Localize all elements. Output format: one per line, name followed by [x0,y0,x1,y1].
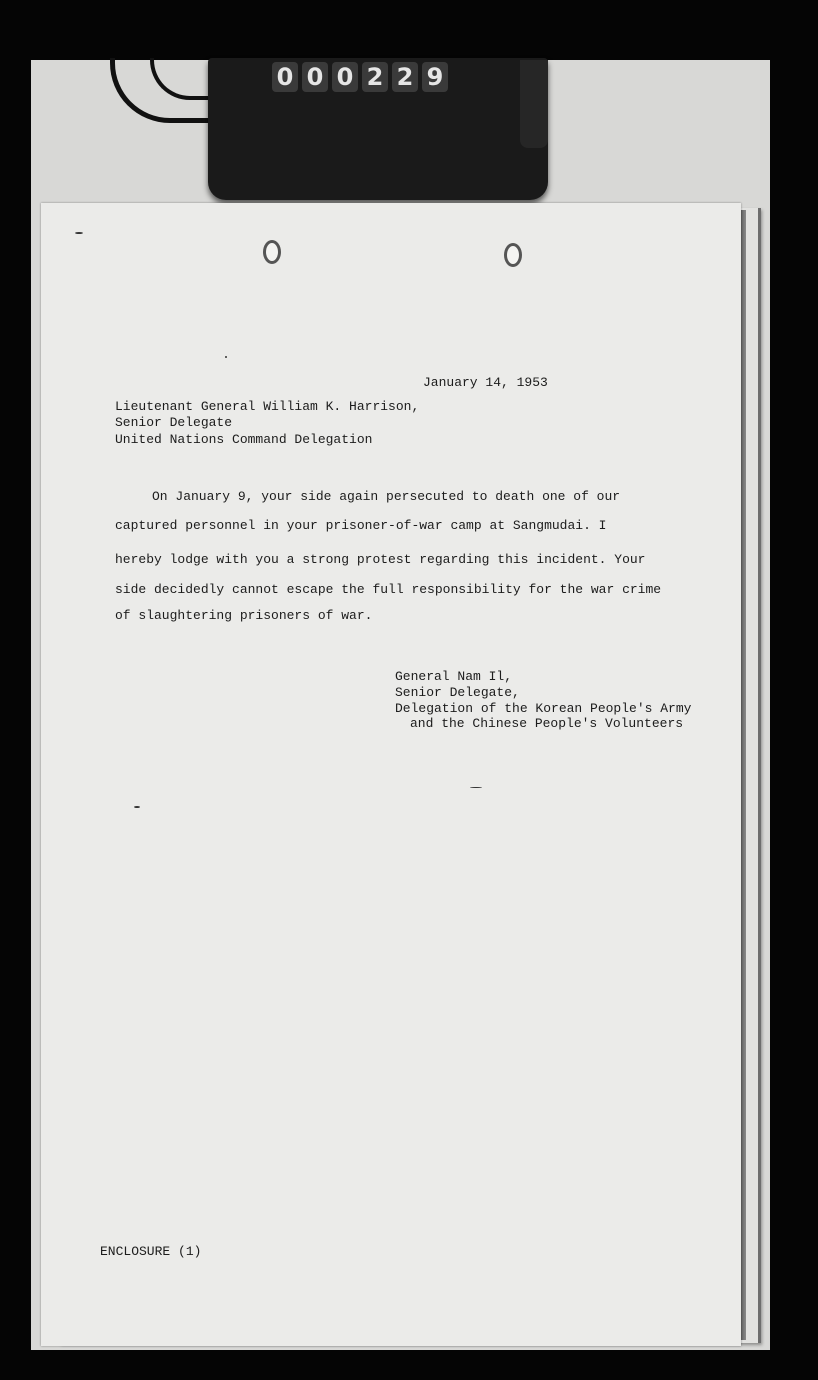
body-line: of slaughtering prisoners of war. [115,608,373,623]
counter-digit: 2 [392,62,418,92]
signature-line: General Nam Il, [395,669,513,684]
paper-speck [470,787,482,788]
body-line: hereby lodge with you a strong protest regarding this incident. Your [115,552,646,567]
counter-digit: 9 [422,62,448,92]
punch-hole [504,243,522,267]
counter-digit: 0 [332,62,358,92]
counter-digit: 2 [362,62,388,92]
addressee-line: United Nations Command Delegation [115,432,373,447]
body-line: captured personnel in your prisoner-of-war camp at Sangmudai. I [115,518,607,533]
enclosure-note: ENCLOSURE (1) [100,1244,202,1259]
paper-speck [225,356,227,358]
paper-speck [134,806,140,808]
frame-counter-knob [520,60,548,148]
addressee-line: Lieutenant General William K. Harrison, [115,399,420,414]
frame-counter-digits [272,62,452,96]
punch-hole [263,240,281,264]
letter-page [41,203,741,1346]
letter-date: January 14, 1953 [423,375,548,390]
signature-line: Senior Delegate, [395,685,520,700]
addressee-line: Senior Delegate [115,415,233,430]
paper-speck [75,232,83,234]
counter-digit: 0 [302,62,328,92]
body-line: side decidedly cannot escape the full responsibility for the war crime [115,582,662,597]
signature-line: Delegation of the Korean People's Army [395,701,692,716]
signature-line: and the Chinese People's Volunteers [410,716,684,731]
counter-digit: 0 [272,62,298,92]
body-line: On January 9, your side again persecuted to death one of our [152,489,621,504]
